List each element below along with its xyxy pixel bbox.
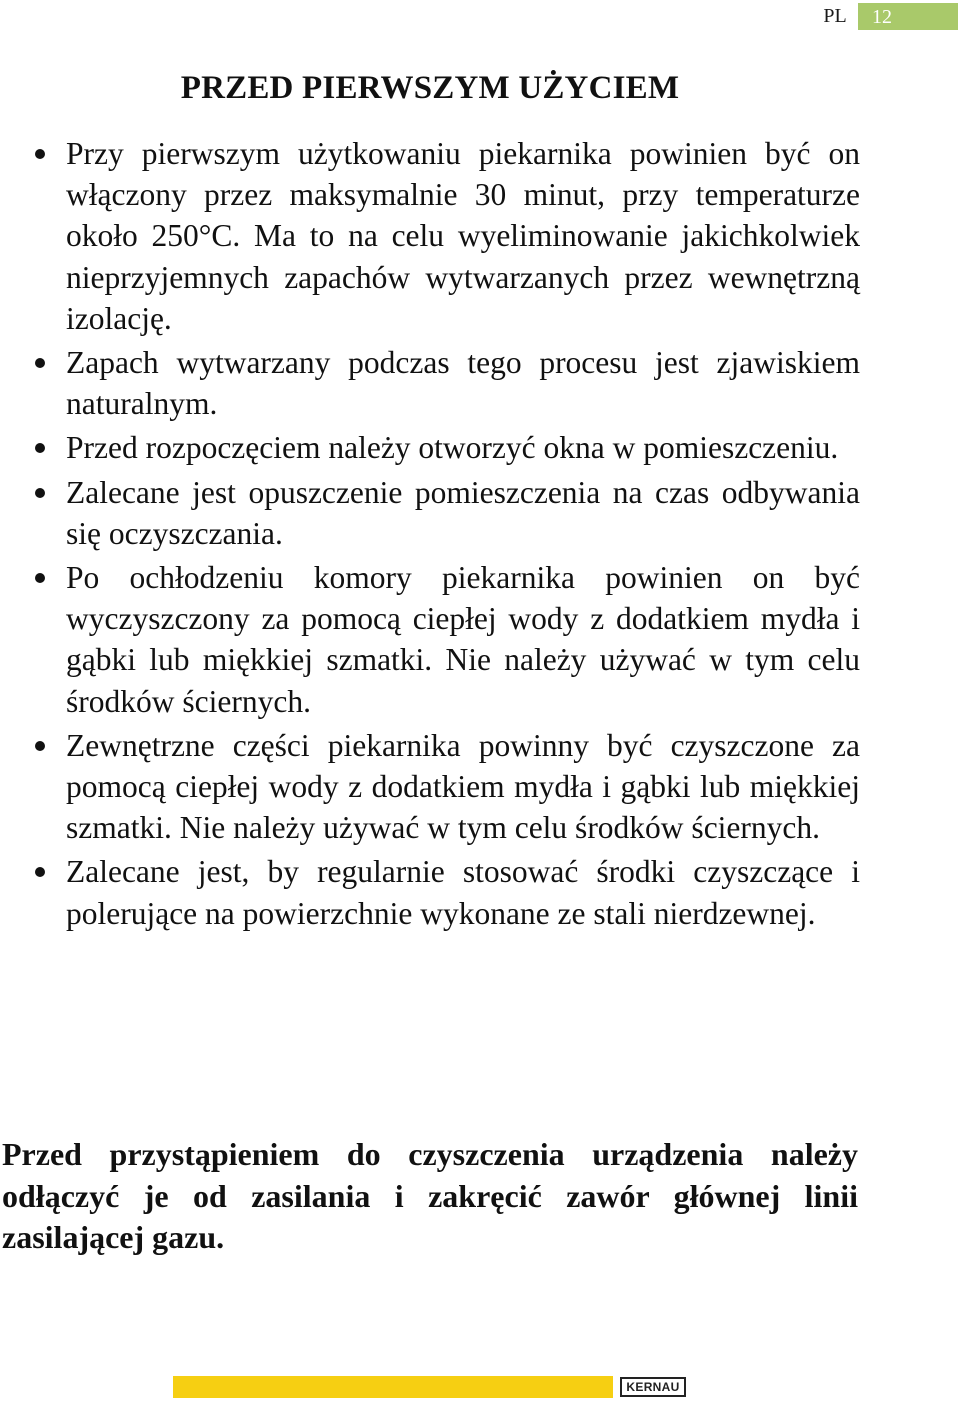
list-item-text: Zewnętrzne części piekarnika powinny być czyszczone za pomocą ciepłej wody z dodatkiem mydła i gąbki lub miękkiej szmatki. Nie należy używać w tym celu środków ściernych. (66, 727, 860, 846)
page-number: 12 (872, 6, 892, 28)
list-item-text: Zalecane jest opuszczenie pomieszczenia na czas odbywania się oczyszczania. (66, 474, 860, 551)
list-item-text: Zapach wytwarzany podczas tego procesu jest zjawiskiem naturalnym. (66, 345, 860, 422)
list-item (0, 725, 860, 849)
bullet-icon (35, 488, 45, 498)
bullet-list (0, 133, 860, 937)
list-item (0, 472, 860, 554)
list-item (0, 427, 860, 468)
bullet-icon (35, 149, 45, 159)
bullet-icon (35, 358, 45, 368)
language-label: PL (823, 5, 847, 27)
list-item-text: Zalecane jest, by regularnie stosować środki czyszczące i polerujące na powierzchnie wykonane ze stali nierdzewnej. (66, 854, 860, 931)
list-item-text: Przy pierwszym użytkowaniu piekarnika powinien być on włączony przez maksymalnie 30 minut, przy temperaturze około 250°C. Ma to na celu wyeliminowanie jakichkolwiek nieprzyjemnych zapachów wytwarzanych przez wewnętrzną izolację. (66, 136, 860, 336)
list-item (0, 342, 860, 424)
list-item-text: Przed rozpoczęciem należy otworzyć okna w pomieszczeniu. (66, 430, 839, 466)
footer-accent-bar (173, 1376, 613, 1398)
bullet-icon (35, 573, 45, 583)
page-title: PRZED PIERWSZYM UŻYCIEM (180, 70, 680, 106)
list-item (0, 851, 860, 933)
list-item (0, 133, 860, 339)
cleaning-warning: Przed przystąpieniem do czyszczenia urządzenia należy odłączyć je od zasilania i zakręcić zawór głównej linii zasilającej gazu. (2, 1136, 858, 1255)
bullet-icon (35, 867, 45, 877)
page-number-box (858, 3, 958, 30)
bullet-icon (35, 741, 45, 751)
list-item (0, 557, 860, 722)
brand-logo: KERNAU (620, 1377, 686, 1397)
list-item-text: Po ochłodzeniu komory piekarnika powinien on być wyczyszczony za pomocą ciepłej wody z dodatkiem mydła i gąbki lub miękkiej szmatki. Nie należy używać w tym celu środków ściernych. (66, 560, 860, 719)
bullet-icon (35, 443, 45, 453)
